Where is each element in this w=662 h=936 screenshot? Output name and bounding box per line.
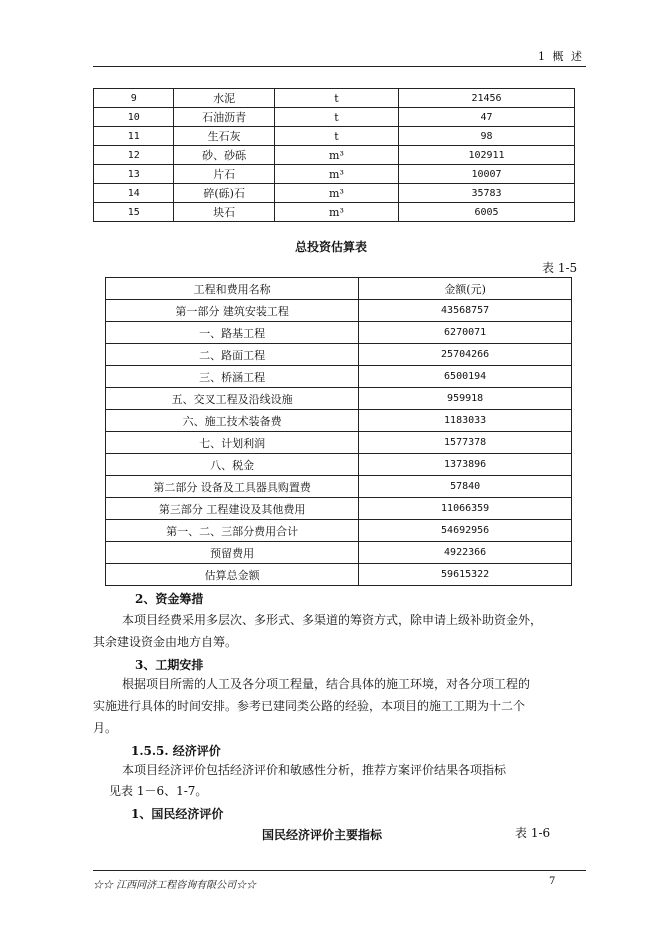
- funding-text-line1: 本项目经费采用多层次、多形式、多渠道的筹资方式，除申请上级补助资金外，: [122, 613, 543, 627]
- cell-item-name: 第一部分 建筑安装工程: [106, 300, 359, 322]
- cell-item-name: 二、路面工程: [106, 344, 359, 366]
- page-number: 7: [549, 876, 556, 887]
- cell-item-name: 第二部分 设备及工具器具购置费: [106, 476, 359, 498]
- cell-unit: t: [274, 89, 398, 108]
- cell-quantity: 102911: [399, 146, 575, 165]
- footer-company: ☆☆ 江西同济工程咨询有限公司☆☆: [93, 880, 257, 891]
- table-row: [94, 127, 575, 146]
- table-row: [106, 300, 572, 322]
- cell-item-name: 估算总金额: [106, 564, 359, 586]
- cell-item-name: 预留费用: [106, 542, 359, 564]
- cell-quantity: 6005: [399, 203, 575, 222]
- footer-rule: [93, 870, 586, 871]
- table-row: [106, 454, 572, 476]
- next-table-label: 表 1-6: [515, 826, 551, 840]
- cell-item-name: 三、桥涵工程: [106, 366, 359, 388]
- table-row: [106, 520, 572, 542]
- funding-heading: 2、资金筹措: [135, 592, 204, 606]
- table-row: [106, 498, 572, 520]
- table-row: [106, 542, 572, 564]
- cell-unit: m³: [274, 146, 398, 165]
- cell-quantity: 47: [399, 108, 575, 127]
- table-header-row: [106, 278, 572, 300]
- cell-amount: 43568757: [359, 300, 572, 322]
- materials-table: [93, 88, 575, 222]
- cell-item-name: 七、计划利润: [106, 432, 359, 454]
- cell-amount: 6270071: [359, 322, 572, 344]
- cell-item-name: 五、交叉工程及沿线设施: [106, 388, 359, 410]
- cell-item-name: 第一、二、三部分费用合计: [106, 520, 359, 542]
- economic-heading: 1.5.5. 经济评价: [131, 744, 221, 758]
- funding-text-line2: 其余建设资金由地方自筹。: [93, 635, 238, 649]
- column-header-amount: 金额(元): [359, 278, 572, 300]
- cell-item-name: 八、税金: [106, 454, 359, 476]
- table-row: [106, 564, 572, 586]
- cell-no: 10: [94, 108, 174, 127]
- table-row: [106, 344, 572, 366]
- cell-amount: 1373896: [359, 454, 572, 476]
- table-row: [106, 388, 572, 410]
- cell-item-name: 六、施工技术装备费: [106, 410, 359, 432]
- table-row: [94, 184, 575, 203]
- table-row: [94, 108, 575, 127]
- cell-amount: 959918: [359, 388, 572, 410]
- schedule-heading: 3、工期安排: [135, 658, 204, 672]
- cell-name: 片石: [174, 165, 274, 184]
- table-row: [106, 366, 572, 388]
- cell-item-name: 一、路基工程: [106, 322, 359, 344]
- next-table-title: 国民经济评价主要指标: [262, 828, 383, 842]
- table-row: [106, 476, 572, 498]
- cell-name: 水泥: [174, 89, 274, 108]
- cell-no: 9: [94, 89, 174, 108]
- investment-table-label: 表 1-5: [542, 261, 578, 275]
- table-row: [94, 203, 575, 222]
- header-rule: [93, 66, 586, 67]
- cell-amount: 1183033: [359, 410, 572, 432]
- table-row: [94, 165, 575, 184]
- cell-quantity: 21456: [399, 89, 575, 108]
- schedule-text-line3: 月。: [93, 721, 118, 735]
- investment-table-title: 总投资估算表: [294, 240, 367, 254]
- cell-no: 13: [94, 165, 174, 184]
- cell-quantity: 98: [399, 127, 575, 146]
- cell-amount: 6500194: [359, 366, 572, 388]
- schedule-text-line1: 根据项目所需的人工及各分项工程量，结合具体的施工环境，对各分项工程的: [122, 677, 531, 691]
- cell-name: 块石: [174, 203, 274, 222]
- cell-no: 15: [94, 203, 174, 222]
- cell-item-name: 第三部分 工程建设及其他费用: [106, 498, 359, 520]
- cell-amount: 1577378: [359, 432, 572, 454]
- cell-amount: 57840: [359, 476, 572, 498]
- economic-text-line2: 见表 1－6、1-7。: [109, 784, 208, 798]
- cell-unit: t: [274, 127, 398, 146]
- table-row: [94, 146, 575, 165]
- cell-amount: 11066359: [359, 498, 572, 520]
- table-row: [106, 432, 572, 454]
- page-header-title: 1 概 述: [538, 50, 584, 63]
- cell-name: 砂、砂砾: [174, 146, 274, 165]
- cell-amount: 59615322: [359, 564, 572, 586]
- cell-no: 11: [94, 127, 174, 146]
- cell-name: 石油沥青: [174, 108, 274, 127]
- cell-unit: m³: [274, 203, 398, 222]
- cell-name: 生石灰: [174, 127, 274, 146]
- cell-quantity: 10007: [399, 165, 575, 184]
- economic-text-line1: 本项目经济评价包括经济评价和敏感性分析，推荐方案评价结果各项指标: [122, 763, 507, 777]
- national-heading: 1、国民经济评价: [131, 807, 224, 821]
- cell-amount: 25704266: [359, 344, 572, 366]
- cell-quantity: 35783: [399, 184, 575, 203]
- cell-amount: 4922366: [359, 542, 572, 564]
- table-row: [94, 89, 575, 108]
- cell-unit: m³: [274, 165, 398, 184]
- table-row: [106, 410, 572, 432]
- schedule-text-line2: 实施进行具体的时间安排。参考已建同类公路的经验，本项目的施工工期为十二个: [93, 699, 526, 713]
- table-row: [106, 322, 572, 344]
- cell-no: 14: [94, 184, 174, 203]
- cell-unit: m³: [274, 184, 398, 203]
- column-header-name: 工程和费用名称: [106, 278, 359, 300]
- cell-unit: t: [274, 108, 398, 127]
- cell-amount: 54692956: [359, 520, 572, 542]
- investment-table: [105, 277, 572, 586]
- cell-name: 碎(砾)石: [174, 184, 274, 203]
- cell-no: 12: [94, 146, 174, 165]
